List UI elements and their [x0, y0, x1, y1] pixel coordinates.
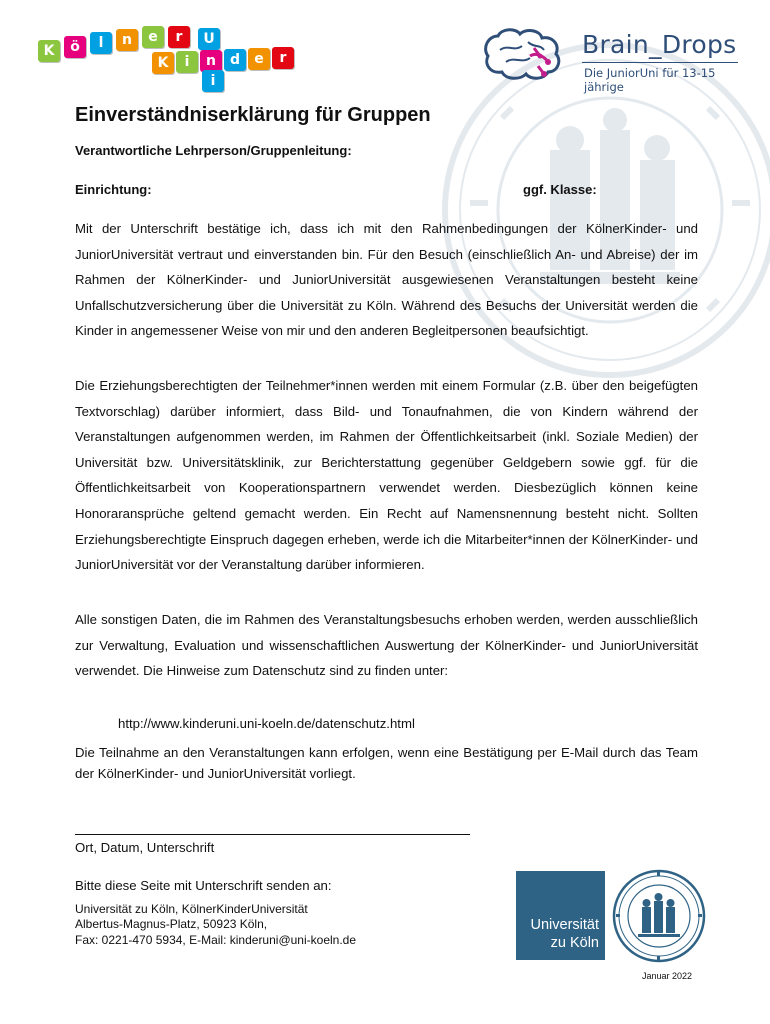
signature-label: Ort, Datum, Unterschrift — [75, 840, 215, 855]
braindrops-divider — [582, 62, 738, 63]
consent-paragraph-4: Die Teilnahme an den Veranstaltungen kann erfolgen, wenn eine Bestätigung per E-Mail durch das Team der KölnerKinder- und JuniorUniversität vorliegt. — [75, 745, 698, 781]
class-label: ggf. Klasse: — [523, 182, 597, 197]
logo-tile: r — [272, 47, 294, 69]
braindrops-title: Brain_Drops — [582, 30, 737, 59]
address-line-1: Universität zu Köln, KölnerKinderUniversität — [75, 902, 308, 916]
logo-tile: e — [142, 26, 164, 48]
logo-tile: r — [168, 26, 190, 48]
logo-tile: n — [116, 29, 138, 51]
signature-line — [75, 834, 470, 835]
document-title: Einverständniserklärung für Gruppen — [75, 104, 431, 126]
consent-paragraph-3: Alle sonstigen Daten, die im Rahmen des Veranstaltungsbesuchs erhoben werden, werden ausschließlich zur Verwaltung, Evaluation und wissenschaftlichen Auswertung der KölnerKinder- und JuniorUniversität verwendet. Die Hinweise zum Datenschutz sind zu finden unter: — [75, 612, 698, 679]
send-instruction: Bitte diese Seite mit Unterschrift senden an: — [75, 878, 332, 893]
responsible-person-label: Verantwortliche Lehrperson/Gruppenleitung: — [75, 143, 352, 158]
document-date: Januar 2022 — [642, 971, 693, 981]
university-name-line-2: zu Köln — [550, 935, 599, 951]
braindrops-logo — [478, 24, 740, 94]
university-seal-icon — [612, 869, 706, 963]
brain-icon — [478, 26, 578, 84]
logo-tile: K — [152, 52, 174, 74]
logo-tile: K — [38, 40, 60, 62]
koelner-kinderuni-logo — [38, 26, 288, 90]
logo-tile: e — [248, 48, 270, 70]
address-line-3: Fax: 0221-470 5934, E-Mail: kinderuni@uni-koeln.de — [75, 933, 357, 947]
logo-tile: d — [224, 49, 246, 71]
logo-tile: n — [200, 50, 222, 72]
logo-tile: i — [176, 51, 198, 73]
university-logo-box — [516, 871, 605, 960]
logo-tile: l — [90, 32, 112, 54]
consent-paragraph-2: Die Erziehungsberechtigten der Teilnehmer*innen werden mit einem Formular (z.B. über den beigefügten Textvorschlag) darüber informiert, dass Bild- und Tonaufnahmen, die von Kindern während der Veranstaltungen aufgenommen werden, im Rahmen der Öffentlichkeitsarbeit (inkl. Soziale Medien) der Universität bzw. Universitätsklinik, zur Berichterstattung gegenüber Geldgebern sowie ggf. für die Öffentlichkeitsarbeit von Kooperationspartnern verwendet werden. Diesbezüglich können keine Honoraransprüche geltend gemacht werden. Ein Recht auf Namensnennung besteht nicht. Sollten Erziehungsberechtigte Einspruch dagegen erheben, werde ich die Mitarbeiter*innen der KölnerKinder- und JuniorUniversität vor der Veranstaltung darüber informieren. — [75, 378, 698, 573]
privacy-url[interactable]: http://www.kinderuni.uni-koeln.de/datenschutz.html — [118, 716, 415, 731]
logo-tile: ö — [64, 36, 86, 58]
university-name-line-1: Universität — [530, 917, 599, 933]
institution-label: Einrichtung: — [75, 182, 152, 197]
braindrops-subtitle: Die JuniorUni für 13-15 jährige — [584, 66, 716, 94]
consent-paragraph-1: Mit der Unterschrift bestätige ich, dass ich mit den Rahmenbedingungen der KölnerKinder- und JuniorUniversität vertraut und einverstanden bin. Für den Besuch (einschließlich An- und Abreise) der im Rahmen der KölnerKinder- und JuniorUniversität ausgewiesenen Veranstaltungen besteht keine Unfallschutzversicherung über die Universität zu Köln. Während des Besuchs der Universität werden die Kinder in angemessener Weise von mir und den anderen Begleitpersonen beaufsichtigt. — [75, 221, 698, 339]
logo-tile: U — [198, 28, 220, 50]
logo-tile: i — [202, 70, 224, 92]
address-line-2: Albertus-Magnus-Platz, 50923 Köln, — [75, 917, 268, 931]
